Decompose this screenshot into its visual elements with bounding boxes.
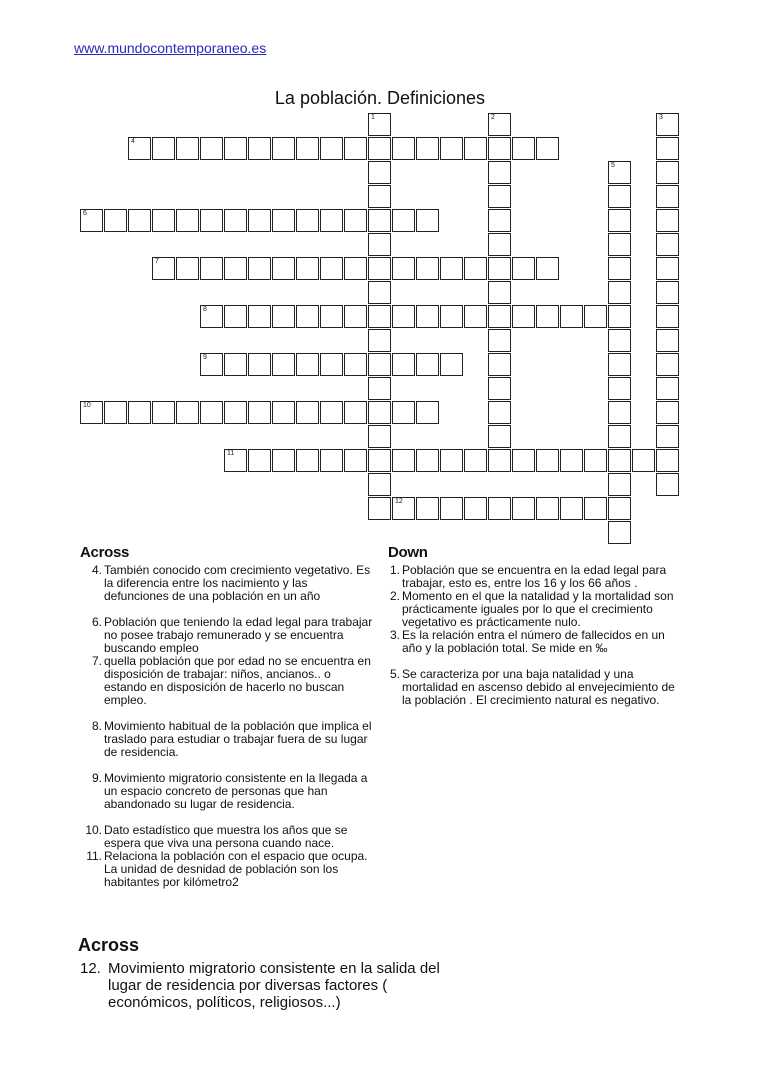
crossword-cell[interactable] <box>344 401 367 424</box>
crossword-cell[interactable] <box>368 497 391 520</box>
crossword-cell[interactable] <box>416 353 439 376</box>
crossword-cell[interactable] <box>200 305 223 328</box>
crossword-cell[interactable] <box>368 401 391 424</box>
across-heading-2: Across <box>78 935 140 955</box>
crossword-cell[interactable] <box>440 305 463 328</box>
crossword-cell[interactable] <box>368 449 391 472</box>
crossword-cell[interactable] <box>272 137 295 160</box>
crossword-cell[interactable] <box>368 161 391 184</box>
crossword-cell[interactable] <box>440 449 463 472</box>
clue-down-1: 1. Población que se encuentra en la edad legal para trabajar, esto es, entre los 16 y los 66 años . <box>389 563 667 590</box>
crossword-cell[interactable] <box>320 353 343 376</box>
clue-across-11: 11. Relaciona la población con el espacio que ocupa. La unidad de desnidad de población son los habitantes por kilómetro2 <box>86 849 368 889</box>
crossword-cell[interactable] <box>656 185 679 208</box>
crossword-cell[interactable] <box>224 257 247 280</box>
crossword-cell[interactable] <box>80 401 103 424</box>
crossword-cell[interactable] <box>80 209 103 232</box>
crossword-cell[interactable] <box>656 401 679 424</box>
crossword-cell[interactable] <box>488 281 511 304</box>
crossword-cell[interactable] <box>656 305 679 328</box>
crossword-cell[interactable] <box>488 161 511 184</box>
clue-across-7: 7. quella población que por edad no se encuentra en disposición de trabajar: niños, ancianos.. o estando en disposición de hacerlo no buscan empleo. <box>91 654 371 707</box>
clue-down-2: 2. Momento en el que la natalidad y la mortalidad son prácticamente iguales por lo que el crecimiento vegetativo es prácticamente nulo. <box>389 589 674 629</box>
clue-number: 1 <box>371 114 375 121</box>
crossword-cell[interactable] <box>272 401 295 424</box>
crossword-cell[interactable] <box>368 377 391 400</box>
crossword-grid <box>0 0 768 540</box>
crossword-cell[interactable] <box>464 305 487 328</box>
clue-number: 6 <box>83 210 87 217</box>
crossword-cell[interactable] <box>416 257 439 280</box>
crossword-cell[interactable] <box>488 401 511 424</box>
crossword-cell[interactable] <box>176 401 199 424</box>
crossword-cell[interactable] <box>464 497 487 520</box>
crossword-cell[interactable] <box>608 425 631 448</box>
crossword-cell[interactable] <box>200 209 223 232</box>
crossword-cell[interactable] <box>272 209 295 232</box>
crossword-cell[interactable] <box>656 137 679 160</box>
crossword-cell[interactable] <box>536 305 559 328</box>
crossword-cell[interactable] <box>536 449 559 472</box>
clue-across-10: 10. Dato estadístico que muestra los años que se espera que viva una persona cuando nace. <box>85 823 348 850</box>
crossword-cell[interactable] <box>656 449 679 472</box>
crossword-cell[interactable] <box>128 137 151 160</box>
clue-number: 9 <box>203 354 207 361</box>
crossword-cell[interactable] <box>104 401 127 424</box>
crossword-cell[interactable] <box>368 209 391 232</box>
crossword-cell[interactable] <box>392 257 415 280</box>
crossword-cell[interactable] <box>200 137 223 160</box>
clue-number: 8 <box>203 306 207 313</box>
clue-number: 2 <box>491 114 495 121</box>
crossword-cell[interactable] <box>272 305 295 328</box>
crossword-cell[interactable] <box>584 449 607 472</box>
crossword-cell[interactable] <box>416 401 439 424</box>
clue-number: 4 <box>131 138 135 145</box>
crossword-cell[interactable] <box>512 449 535 472</box>
crossword-cell[interactable] <box>320 449 343 472</box>
crossword-cell[interactable] <box>488 377 511 400</box>
clue-across-6: 6. Población que teniendo la edad legal para trabajar no posee trabajo remunerado y se encuentra buscando empleo <box>91 615 373 655</box>
crossword-cell[interactable] <box>608 305 631 328</box>
crossword-cell[interactable] <box>512 497 535 520</box>
crossword-cell[interactable] <box>488 449 511 472</box>
crossword-cell[interactable] <box>176 209 199 232</box>
crossword-cell[interactable] <box>344 353 367 376</box>
crossword-cell[interactable] <box>392 353 415 376</box>
down-clues <box>376 564 682 707</box>
crossword-cell[interactable] <box>512 137 535 160</box>
crossword-cell[interactable] <box>392 137 415 160</box>
crossword-cell[interactable] <box>128 401 151 424</box>
crossword-cell[interactable] <box>344 449 367 472</box>
crossword-cell[interactable] <box>464 449 487 472</box>
crossword-cell[interactable] <box>656 257 679 280</box>
crossword-cell[interactable] <box>560 497 583 520</box>
crossword-cell[interactable] <box>224 449 247 472</box>
down-heading: Down <box>388 544 428 561</box>
crossword-cell[interactable] <box>464 257 487 280</box>
clue-across-4: 4. También conocido com crecimiento vegetativo. Es la diferencia entre los nacimiento y las defunciones de una población en un año <box>91 563 371 603</box>
crossword-cell[interactable] <box>416 497 439 520</box>
crossword-cell[interactable] <box>104 209 127 232</box>
crossword-cell[interactable] <box>416 305 439 328</box>
crossword-cell[interactable] <box>248 209 271 232</box>
crossword-cell[interactable] <box>440 353 463 376</box>
crossword-cell[interactable] <box>392 401 415 424</box>
clue-across-9: 9. Movimiento migratorio consistente en la llegada a un espacio concreto de personas que han abandonado su lugar de residencia. <box>91 771 368 811</box>
crossword-cell[interactable] <box>200 257 223 280</box>
crossword-cell[interactable] <box>608 329 631 352</box>
crossword-cell[interactable] <box>536 497 559 520</box>
crossword-cell[interactable] <box>608 353 631 376</box>
crossword-cell[interactable] <box>488 233 511 256</box>
crossword-cell[interactable] <box>488 497 511 520</box>
crossword-cell[interactable] <box>296 209 319 232</box>
crossword-cell[interactable] <box>608 497 631 520</box>
crossword-cell[interactable] <box>512 305 535 328</box>
crossword-cell[interactable] <box>656 209 679 232</box>
crossword-cell[interactable] <box>416 137 439 160</box>
crossword-cell[interactable] <box>656 329 679 352</box>
crossword-cell[interactable] <box>584 305 607 328</box>
crossword-cell[interactable] <box>608 185 631 208</box>
crossword-cell[interactable] <box>368 257 391 280</box>
crossword-cell[interactable] <box>320 401 343 424</box>
crossword-cell[interactable] <box>248 137 271 160</box>
crossword-cell[interactable] <box>320 137 343 160</box>
across-clues <box>78 564 374 889</box>
crossword-cell[interactable] <box>488 305 511 328</box>
crossword-cell[interactable] <box>392 209 415 232</box>
crossword-cell[interactable] <box>296 305 319 328</box>
crossword-cell[interactable] <box>608 161 631 184</box>
crossword-cell[interactable] <box>248 257 271 280</box>
crossword-cell[interactable] <box>656 425 679 448</box>
crossword-cell[interactable] <box>632 449 655 472</box>
clue-number: 11 <box>227 450 235 457</box>
crossword-cell[interactable] <box>368 353 391 376</box>
clue-number: 3 <box>659 114 663 121</box>
crossword-cell[interactable] <box>320 209 343 232</box>
crossword-cell[interactable] <box>392 449 415 472</box>
crossword-cell[interactable] <box>656 473 679 496</box>
crossword-cell[interactable] <box>224 353 247 376</box>
crossword-cell[interactable] <box>224 401 247 424</box>
crossword-cell[interactable] <box>224 209 247 232</box>
crossword-cell[interactable] <box>152 137 175 160</box>
crossword-cell[interactable] <box>488 257 511 280</box>
crossword-cell[interactable] <box>128 209 151 232</box>
crossword-cell[interactable] <box>296 353 319 376</box>
crossword-cell[interactable] <box>200 401 223 424</box>
crossword-cell[interactable] <box>392 497 415 520</box>
crossword-cell[interactable] <box>368 473 391 496</box>
crossword-cell[interactable] <box>224 305 247 328</box>
crossword-cell[interactable] <box>608 281 631 304</box>
crossword-cell[interactable] <box>152 257 175 280</box>
crossword-cell[interactable] <box>656 353 679 376</box>
crossword-cell[interactable] <box>656 161 679 184</box>
crossword-cell[interactable] <box>152 209 175 232</box>
site-link[interactable]: www.mundocontemporaneo.es <box>74 40 267 56</box>
crossword-cell[interactable] <box>464 137 487 160</box>
crossword-cell[interactable] <box>656 377 679 400</box>
crossword-cell[interactable] <box>440 497 463 520</box>
crossword-cell[interactable] <box>200 353 223 376</box>
page-title: La población. Definiciones <box>274 88 486 108</box>
crossword-cell[interactable] <box>608 521 631 544</box>
clue-down-3: 3. Es la relación entra el número de fallecidos en un año y la población total. Se mide en ‰ <box>389 628 665 655</box>
crossword-cell[interactable] <box>608 401 631 424</box>
crossword-cell[interactable] <box>560 449 583 472</box>
crossword-cell[interactable] <box>416 209 439 232</box>
crossword-cell[interactable] <box>656 281 679 304</box>
crossword-cell[interactable] <box>272 257 295 280</box>
crossword-cell[interactable] <box>488 137 511 160</box>
crossword-cell[interactable] <box>512 257 535 280</box>
crossword-cell[interactable] <box>608 377 631 400</box>
clue-across-12: 12. Movimiento migratorio consistente en la salida del lugar de residencia por diversas factores ( económicos, políticos, religiosos...) <box>80 960 440 1011</box>
clue-number: 12 <box>395 498 403 505</box>
crossword-cell[interactable] <box>320 305 343 328</box>
crossword-cell[interactable] <box>440 257 463 280</box>
crossword-cell[interactable] <box>488 329 511 352</box>
crossword-cell[interactable] <box>488 425 511 448</box>
crossword-cell[interactable] <box>224 137 247 160</box>
crossword-cell[interactable] <box>488 185 511 208</box>
crossword-cell[interactable] <box>368 137 391 160</box>
crossword-cell[interactable] <box>368 425 391 448</box>
crossword-cell[interactable] <box>368 233 391 256</box>
crossword-cell[interactable] <box>296 137 319 160</box>
crossword-cell[interactable] <box>248 353 271 376</box>
crossword-cell[interactable] <box>488 113 511 136</box>
crossword-cell[interactable] <box>608 449 631 472</box>
crossword-cell[interactable] <box>320 257 343 280</box>
crossword-cell[interactable] <box>368 281 391 304</box>
crossword-cell[interactable] <box>536 257 559 280</box>
crossword-cell[interactable] <box>176 137 199 160</box>
crossword-cell[interactable] <box>608 233 631 256</box>
crossword-cell[interactable] <box>536 137 559 160</box>
crossword-cell[interactable] <box>368 305 391 328</box>
clue-number: 7 <box>155 258 159 265</box>
crossword-cell[interactable] <box>488 353 511 376</box>
crossword-cell[interactable] <box>272 353 295 376</box>
crossword-cell[interactable] <box>344 137 367 160</box>
crossword-cell[interactable] <box>608 257 631 280</box>
crossword-cell[interactable] <box>656 113 679 136</box>
crossword-cell[interactable] <box>248 401 271 424</box>
crossword-cell[interactable] <box>368 185 391 208</box>
crossword-cell[interactable] <box>584 497 607 520</box>
crossword-cell[interactable] <box>344 209 367 232</box>
clue-down-5: 5. Se caracteriza por una baja natalidad y una mortalidad en ascenso debido al envejecimiento de la población . El crecimiento natural es negativo. <box>389 667 675 707</box>
crossword-cell[interactable] <box>296 401 319 424</box>
crossword-cell[interactable] <box>392 305 415 328</box>
crossword-cell[interactable] <box>560 305 583 328</box>
across-heading: Across <box>80 544 130 561</box>
crossword-cell[interactable] <box>248 305 271 328</box>
crossword-cell[interactable] <box>608 473 631 496</box>
crossword-cell[interactable] <box>488 209 511 232</box>
crossword-cell[interactable] <box>296 257 319 280</box>
crossword-cell[interactable] <box>416 449 439 472</box>
crossword-cell[interactable] <box>176 257 199 280</box>
clue-number: 10 <box>83 402 91 409</box>
crossword-cell[interactable] <box>248 449 271 472</box>
crossword-cell[interactable] <box>440 137 463 160</box>
crossword-cell[interactable] <box>152 401 175 424</box>
crossword-cell[interactable] <box>344 257 367 280</box>
crossword-cell[interactable] <box>368 113 391 136</box>
crossword-cell[interactable] <box>296 449 319 472</box>
crossword-cell[interactable] <box>344 305 367 328</box>
crossword-cell[interactable] <box>368 329 391 352</box>
clue-number: 5 <box>611 162 615 169</box>
clue-across-8: 8. Movimiento habitual de la población que implica el traslado para estudiar o trabajar fuera de su lugar de residencia. <box>91 719 372 759</box>
crossword-cell[interactable] <box>608 209 631 232</box>
crossword-cell[interactable] <box>656 233 679 256</box>
crossword-cell[interactable] <box>272 449 295 472</box>
